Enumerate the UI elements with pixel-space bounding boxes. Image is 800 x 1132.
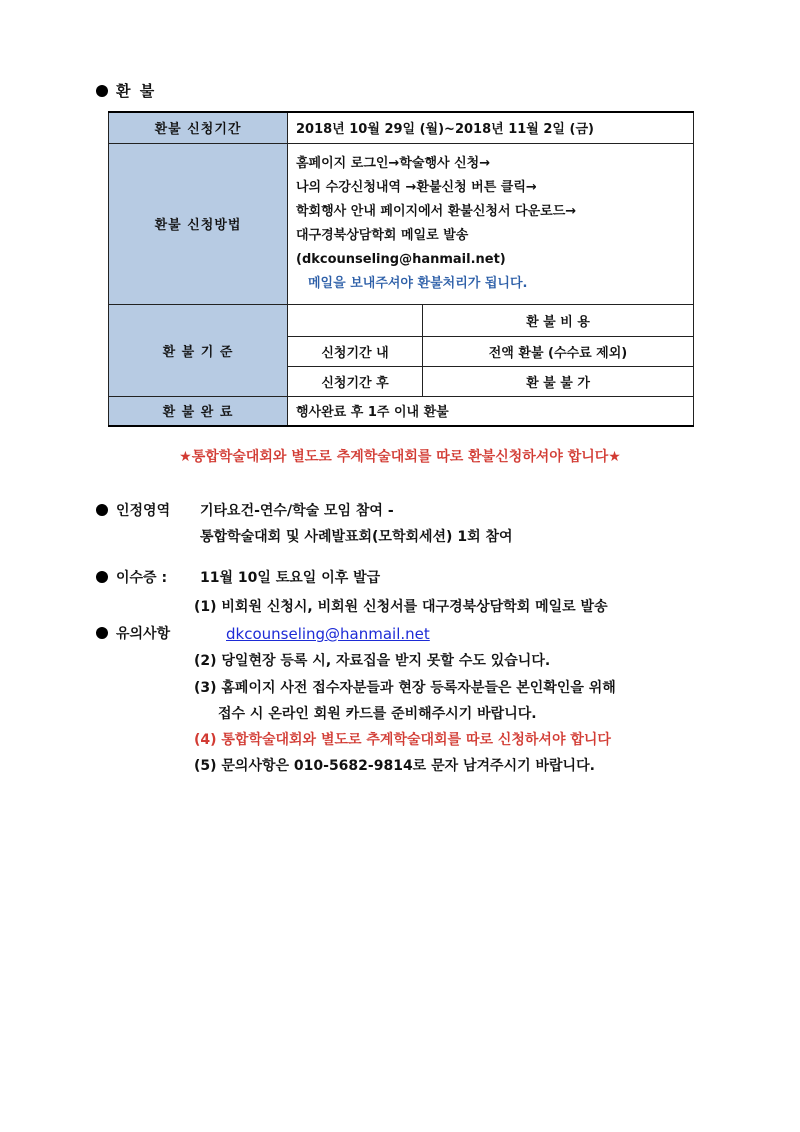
complete-value: 행사완료 후 1주 이내 환불	[288, 396, 694, 426]
table-row	[109, 396, 694, 426]
note-item-4: (4) 통합학술대회와 별도로 추계학술대회를 따로 신청하셔야 합니다	[194, 732, 611, 748]
refund-heading	[96, 80, 156, 101]
certificate-value: 11월 10일 토요일 이후 발급	[200, 570, 381, 586]
certification-section	[96, 500, 170, 522]
refund-notice: ★통합학술대회와 별도로 추계학술대회를 따로 환불신청하셔야 합니다★	[179, 449, 621, 465]
refund-heading-text: 환 불	[116, 82, 157, 100]
complete-label: 환 불 완 료	[109, 396, 288, 426]
certificate-section	[96, 567, 167, 589]
note-item-1: (1) 비회원 신청시, 비회원 신청서를 대구경북상담학회 메일로 발송	[194, 599, 608, 615]
certification-line1: 기타요건-연수/학술 모임 참여 -	[200, 503, 394, 519]
note-item-5: (5) 문의사항은 010-5682-9814로 문자 남겨주시기 바랍니다.	[194, 758, 595, 774]
note-item-2: (2) 당일현장 등록 시, 자료집을 받지 못할 수도 있습니다.	[194, 653, 551, 669]
criteria-blank-cell	[288, 304, 423, 336]
refund-table	[108, 111, 694, 427]
method-cell	[288, 143, 694, 304]
period-value: 2018년 10월 29일 (월)~2018년 11월 2일 (금)	[288, 112, 694, 143]
note-item-3a: (3) 홈페이지 사전 접수자분들과 현장 등록자분들은 본인확인을 위해	[194, 680, 616, 696]
bullet-icon	[96, 504, 108, 516]
criteria-cost: 전액 환불 (수수료 제외)	[423, 336, 694, 366]
period-label: 환불 신청기간	[109, 112, 288, 143]
table-row	[109, 143, 694, 304]
certification-line2: 통합학술대회 및 사례발표회(모학회세션) 1회 참여	[200, 529, 513, 545]
cost-header: 환 불 비 용	[423, 304, 694, 336]
table-row	[109, 112, 694, 143]
method-line: 나의 수강신청내역 →환불신청 버튼 클릭→	[296, 179, 537, 195]
criteria-label: 환 불 기 준	[109, 304, 288, 396]
method-line: 학회행사 안내 페이지에서 환불신청서 다운로드→	[296, 203, 577, 219]
bullet-icon	[96, 627, 108, 639]
bullet-icon	[96, 85, 108, 97]
method-line: (dkcounseling@hanmail.net)	[296, 251, 506, 267]
bullet-icon	[96, 571, 108, 583]
method-line: 홈페이지 로그인→학술행사 신청→	[296, 155, 491, 171]
method-line: 대구경북상담학회 메일로 발송	[296, 227, 469, 243]
email-link[interactable]: dkcounseling@hanmail.net	[226, 625, 430, 643]
criteria-when: 신청기간 후	[288, 366, 423, 396]
certification-label: 인정영역	[116, 503, 171, 519]
criteria-cost: 환 불 불 가	[423, 366, 694, 396]
note-item-3b: 접수 시 온라인 회원 카드를 준비해주시기 바랍니다.	[218, 706, 537, 722]
method-label: 환불 신청방법	[109, 143, 288, 304]
certificate-label: 이수증 :	[116, 570, 168, 586]
method-note: 메일을 보내주셔야 환불처리가 됩니다.	[308, 275, 528, 291]
notes-label: 유의사항	[116, 626, 171, 642]
criteria-when: 신청기간 내	[288, 336, 423, 366]
notes-section	[96, 623, 170, 645]
table-row	[109, 304, 694, 336]
